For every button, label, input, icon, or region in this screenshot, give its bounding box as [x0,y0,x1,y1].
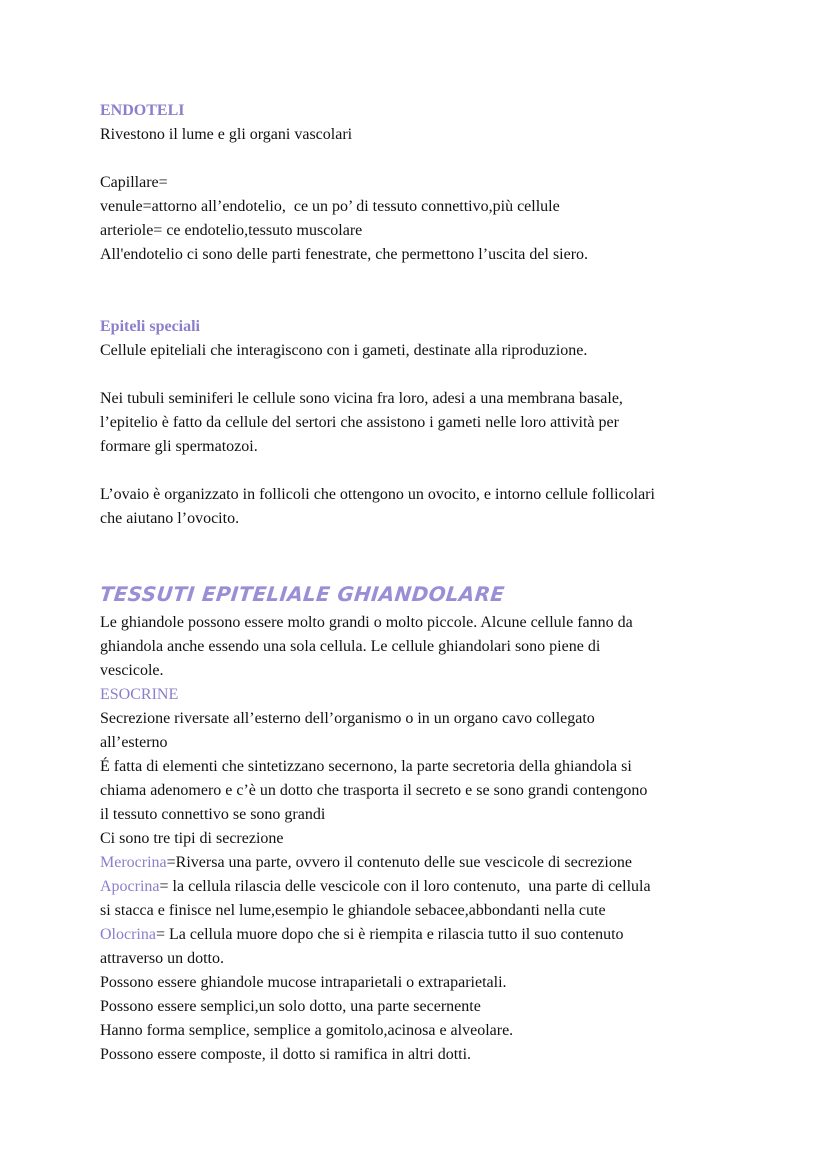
esocrine-line: il tessuto connettivo se sono grandi [100,806,326,823]
endoteli-line: venule=attorno all’endotelio, ce un po’ di tessuto connettivo,più cellule [100,198,560,215]
tessuti-intro-line: ghiandola anche essendo una sola cellula. Le cellule ghiandolari sono piene di [100,638,601,655]
tessuti-intro-line: Le ghiandole possono essere molto grandi o molto piccole. Alcune cellule fanno da [100,614,633,631]
olocrina-text: = La cellula muore dopo che si è riempita e rilascia tutto il suo contenuto [155,926,624,943]
apocrina-term: Apocrina [100,878,160,895]
epiteli-line: Cellule epiteliali che interagiscono con i gameti, destinate alla riproduzione. [100,342,588,359]
epiteli-line [100,363,760,387]
epiteli-line: che aiutano l’ovocito. [100,510,240,527]
esocrine-line: chiama adenomero e c’è un dotto che trasporta il secreto e se sono grandi contengono [100,782,648,799]
apocrina-line [100,875,760,899]
olocrina-line [100,923,760,947]
epiteli-line: L’ovaio è organizzato in follicoli che ottengono un ovocito, e intorno cellule follicolari [100,486,655,503]
epiteli-line: formare gli spermatozoi. [100,438,258,455]
epiteli-line: Nei tubuli seminiferi le cellule sono vicina fra loro, adesi a una membrana basale, [100,390,623,407]
merocrina-text: =Riversa una parte, ovvero il contenuto delle sue vescicole di secrezione [166,854,632,871]
endoteli-line: arteriole= ce endotelio,tessuto muscolare [100,222,363,239]
merocrina-line [100,851,760,875]
esocrine-line: É fatta di elementi che sintetizzano secernono, la parte secretoria della ghiandola si [100,758,632,775]
endoteli-line: Rivestono il lume e gli organi vascolari [100,126,353,143]
endoteli-heading: ENDOTELI [100,102,185,119]
final-line: Possono essere semplici,un solo dotto, una parte secernente [100,998,481,1015]
merocrina-term: Merocrina [100,854,167,871]
tessuti-intro-line: vescicole. [100,662,164,679]
document-page [100,99,760,1067]
olocrina-term: Olocrina [100,926,156,943]
epiteli-line [100,459,760,483]
final-line: Possono essere composte, il dotto si ramifica in altri dotti. [100,1046,472,1063]
esocrine-line: Secrezione riversate all’esterno dell’organismo o in un organo cavo collegato [100,710,595,727]
epiteli-speciali-heading: Epiteli speciali [100,318,200,335]
final-line: Possono essere ghiandole mucose intraparietali o extraparietali. [100,974,507,991]
apocrina-cont: si stacca e finisce nel lume,esempio le ghiandole sebacee,abbondanti nella cute [100,902,606,919]
esocrine-line: all’esterno [100,734,168,751]
final-line: Hanno forma semplice, semplice a gomitolo,acinosa e alveolare. [100,1022,514,1039]
tessuti-title: TESSUTI EPITELIALE GHIANDOLARE [98,582,506,606]
epiteli-line: l’epitelio è fatto da cellule del sertori che assistono i gameti nelle loro attività per [100,414,619,431]
olocrina-cont: attraverso un dotto. [100,950,224,967]
endoteli-line: Capillare= [100,174,168,191]
esocrine-line: Ci sono tre tipi di secrezione [100,830,284,847]
endoteli-line [100,147,760,171]
esocrine-label: ESOCRINE [100,686,179,703]
endoteli-line: All'endotelio ci sono delle parti fenestrate, che permettono l’uscita del siero. [100,246,589,263]
apocrina-text: = la cellula rilascia delle vescicole con il loro contenuto, una parte di cellula [159,878,651,895]
